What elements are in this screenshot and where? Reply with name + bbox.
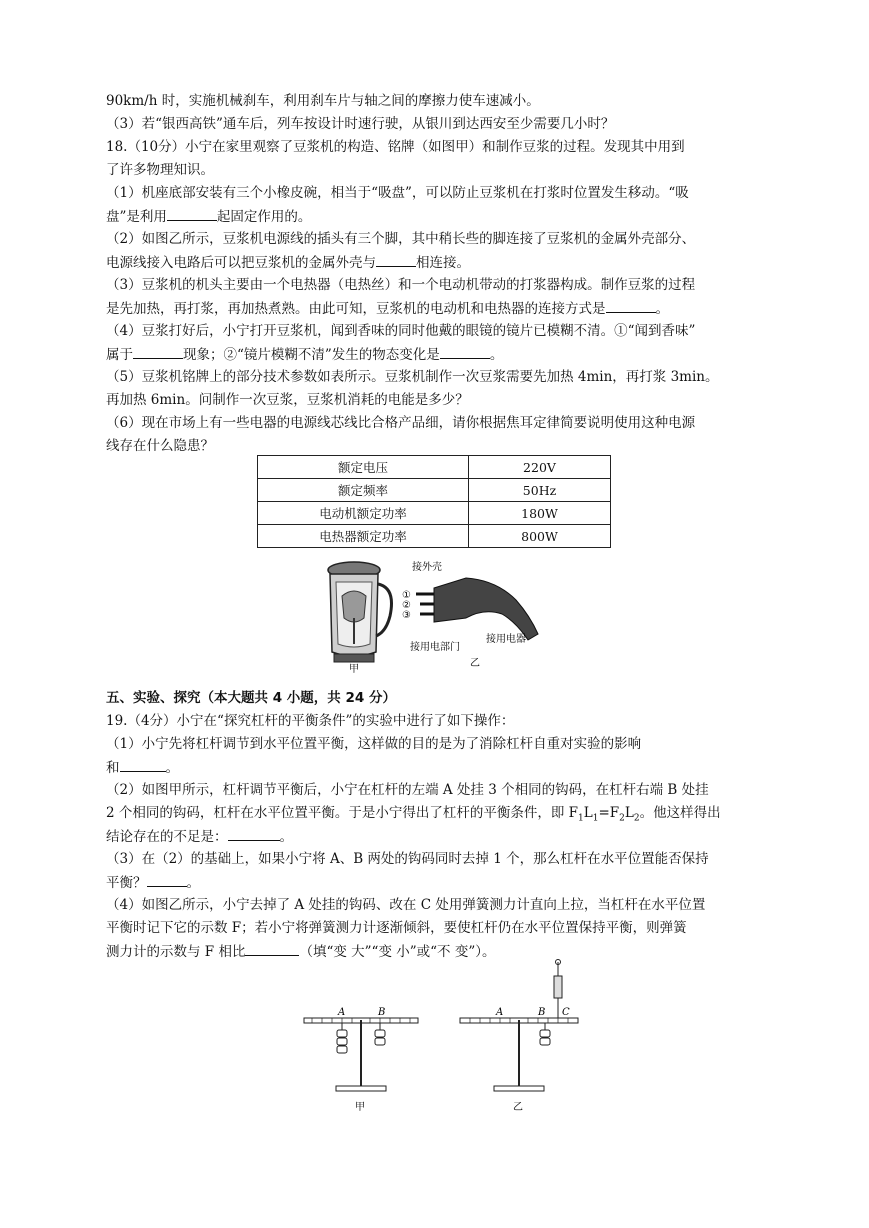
text-line <box>106 826 766 847</box>
text-line: 90km/h 时，实施机械刹车，利用刹车片与轴之间的摩擦力使车速减小。 <box>106 93 540 109</box>
subscript: 1 <box>578 813 584 824</box>
answer-blank[interactable] <box>228 826 280 841</box>
fig-label-yi: 乙 <box>513 1102 523 1113</box>
text-fragment: 相连接。 <box>416 255 470 271</box>
text-fragment: 结论存在的不足是： <box>106 829 228 845</box>
lever-yi <box>460 960 578 1092</box>
label-pin-1: ① <box>402 590 411 601</box>
text-fragment: 电源线接入电路后可以把豆浆机的金属外壳与 <box>106 255 376 271</box>
text-fragment: L <box>583 805 593 821</box>
table-row <box>258 502 611 525</box>
label-pin-2: ② <box>402 600 411 611</box>
text-line: 了许多物理知识。 <box>106 162 214 178</box>
answer-blank[interactable] <box>606 298 656 313</box>
table-cell-value: 50Hz <box>469 479 611 502</box>
table-cell-label: 电热器额定功率 <box>258 525 469 548</box>
point-a-label: A <box>338 1007 346 1018</box>
answer-blank[interactable] <box>245 941 299 956</box>
label-jie-yongdianqi: 接用电器 <box>486 634 526 645</box>
text-fragment: 盘”是利用 <box>106 209 167 225</box>
lever-jia <box>304 1018 418 1091</box>
point-b-label: B <box>378 1007 386 1018</box>
subscript: 2 <box>633 813 640 824</box>
text-line <box>106 757 766 778</box>
lever-figure <box>300 958 590 1118</box>
text-line: （4）豆浆打好后，小宁打开豆浆机，闻到香味的同时他戴的眼镜的镜片已模糊不清。①“闻到香味” <box>106 323 696 339</box>
text-line <box>106 344 766 365</box>
text-fragment: 测力计的示数与 F 相比 <box>106 944 246 960</box>
text-line: 再加热 6min。问制作一次豆浆，豆浆机消耗的电能是多少？ <box>106 392 469 408</box>
point-b-label: B <box>538 1007 546 1018</box>
answer-blank[interactable] <box>133 344 183 359</box>
question-18-title: 18.（10分）小宁在家里观察了豆浆机的构造、铭牌（如图甲）和制作豆浆的过程。发现其中用到 <box>106 139 685 155</box>
answer-blank[interactable] <box>120 757 166 772</box>
subscript: 2 <box>619 813 625 824</box>
section-heading: 五、实验、探究（本大题共 4 小题，共 24 分） <box>106 690 396 706</box>
table-cell-label: 电动机额定功率 <box>258 502 469 525</box>
text-fragment: 。 <box>655 301 669 317</box>
soymilk-machine-figure <box>316 556 552 678</box>
text-line <box>106 252 766 273</box>
table-cell-value: 800W <box>469 525 611 548</box>
text-line <box>106 206 766 227</box>
text-fragment: 属于 <box>106 347 133 363</box>
question-19-title: 19.（4分）小宁在“探究杠杆的平衡条件”的实验中进行了如下操作： <box>106 713 515 729</box>
text-line: （6）现在市场上有一些电器的电源线芯线比合格产品细，请你根据焦耳定律简要说明使用这种电源 <box>106 415 696 431</box>
text-line <box>106 298 766 319</box>
text-line <box>106 803 766 829</box>
spec-table <box>257 455 611 548</box>
table-row <box>258 479 611 502</box>
text-fragment: 起固定作用的。 <box>216 209 312 225</box>
text-line: （2）如图乙所示，豆浆机电源线的插头有三个脚，其中稍长些的脚连接了豆浆机的金属外壳部分、 <box>106 231 696 247</box>
text-line: （5）豆浆机铭牌上的部分技术参数如表所示。豆浆机制作一次豆浆需要先加热 4min，再打浆 3min。 <box>106 369 719 385</box>
table-row <box>258 525 611 548</box>
text-fragment: （填“变 大”“变 小”或“不 变”）。 <box>299 944 496 960</box>
text-fragment: 。 <box>186 875 200 891</box>
text-fragment: 和 <box>106 760 120 776</box>
table-cell-value: 180W <box>469 502 611 525</box>
text-line: （1）机座底部安装有三个小橡皮碗，相当于“吸盘”，可以防止豆浆机在打浆时位置发生移动。“吸 <box>106 185 689 201</box>
answer-blank[interactable] <box>147 872 187 887</box>
text-line: （4）如图乙所示，小宁去掉了 A 处挂的钩码、改在 C 处用弹簧测力计直向上拉，当杠杆在水平位置 <box>106 897 706 913</box>
text-fragment: 。 <box>165 760 179 776</box>
text-fragment: 2 个相同的钩码，杠杆在水平位置平衡。于是小宁得出了杠杆的平衡条件，即 F <box>106 805 579 821</box>
text-line: （3）豆浆机的机头主要由一个电热器（电热丝）和一个电动机带动的打浆器构成。制作豆浆的过程 <box>106 277 696 293</box>
text-fragment: 。 <box>489 347 504 363</box>
text-fragment: 平衡？ <box>106 875 147 891</box>
text-fragment: L <box>624 805 634 821</box>
text-fragment: 是先加热，再打浆，再加热煮熟。由此可知，豆浆机的电动机和电热器的连接方式是 <box>106 301 606 317</box>
label-jie-waike: 接外壳 <box>412 562 442 573</box>
text-line: 线存在什么隐患？ <box>106 438 214 454</box>
answer-blank[interactable] <box>376 252 416 267</box>
answer-blank[interactable] <box>167 206 217 221</box>
table-row <box>258 456 611 479</box>
fig-label-jia: 甲 <box>349 664 359 675</box>
table-cell-label: 额定电压 <box>258 456 469 479</box>
text-line: （3）在（2）的基础上，如果小宁将 A、B 两处的钩码同时去掉 1 个，那么杠杆在水平位置能否保持 <box>106 851 709 867</box>
text-line <box>106 872 766 893</box>
subscript: 1 <box>592 813 599 824</box>
text-fragment: 现象；②“镜片模糊不清”发生的物态变化是 <box>183 347 440 363</box>
text-fragment: 。他这样得出 <box>639 805 721 821</box>
fig-label-yi: 乙 <box>470 658 480 669</box>
text-fragment: 。 <box>279 829 293 845</box>
label-pin-3: ③ <box>402 610 411 621</box>
point-c-label: C <box>562 1007 570 1018</box>
text-line: （1）小宁先将杠杆调节到水平位置平衡，这样做的目的是为了消除杠杆自重对实验的影响 <box>106 736 642 752</box>
text-line: 平衡时记下它的示数 F；若小宁将弹簧测力计逐渐倾斜，要使杠杆仍在水平位置保持平衡，则弹簧 <box>106 920 687 936</box>
text-fragment: =F <box>598 805 620 821</box>
answer-blank[interactable] <box>440 344 490 359</box>
point-a-label: A <box>496 1007 504 1018</box>
table-cell-value: 220V <box>469 456 611 479</box>
text-line: （3）若“银西高铁”通车后，列车按设计时速行驶，从银川到达西安至少需要几小时？ <box>106 116 615 132</box>
fig-label-jia: 甲 <box>355 1102 365 1113</box>
text-line: （2）如图甲所示，杠杆调节平衡后，小宁在杠杆的左端 A 处挂 3 个相同的钩码，在杠杆右端 B 处挂 <box>106 782 709 798</box>
label-jie-bumen: 接用电部门 <box>410 642 460 653</box>
table-cell-label: 额定频率 <box>258 479 469 502</box>
